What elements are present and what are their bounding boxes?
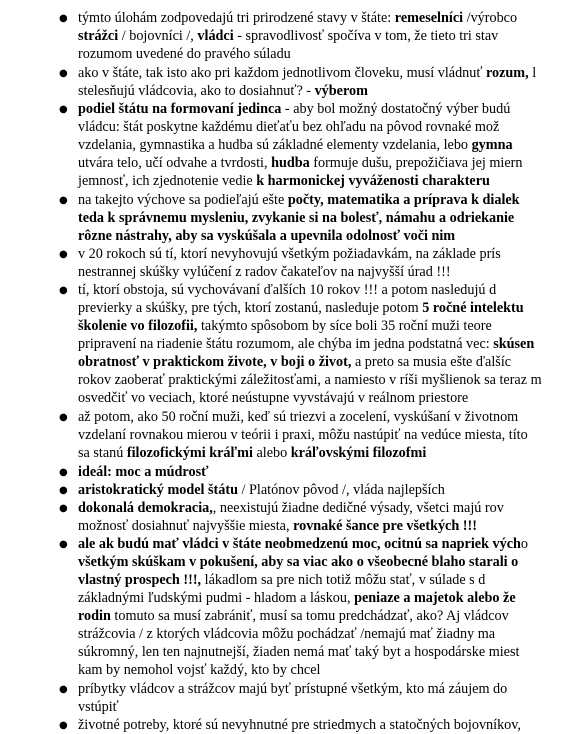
- list-item-text: [78, 626, 495, 643]
- list-item-text: [78, 482, 445, 499]
- text-run: a preto sa musia ešte ďalšíc: [351, 354, 512, 370]
- text-line: [0, 644, 574, 661]
- text-line: [0, 318, 574, 335]
- list-item-text: [78, 137, 513, 154]
- text-line: [0, 372, 574, 389]
- list-item-text: [78, 717, 521, 734]
- text-line: [0, 83, 574, 100]
- text-line: [0, 137, 574, 154]
- text-line: [0, 46, 574, 63]
- list-item-text: [78, 699, 119, 716]
- bullet-icon: ●: [59, 539, 68, 550]
- text-run: až potom, ako 50 roční muži, keď sú triezvi a zocelení, vyskúšaní v životnom: [78, 409, 519, 425]
- bold-text: remeselníci: [394, 10, 464, 26]
- text-run: pripravení na riadenie štátu rozumom, ale chýba im jedna podstatná vec:: [78, 336, 494, 352]
- bold-text: kráľovskými filozofmi: [290, 445, 427, 461]
- bold-text: hudba: [271, 155, 310, 171]
- text-run: na takejto výchove sa podieľajú ešte: [78, 192, 288, 208]
- text-run: strážcovia / z ktorých vládcovia môžu pochádzať /nemajú mať žiadny ma: [78, 626, 496, 642]
- text-line: [0, 246, 574, 263]
- bold-text: filozofickými kráľmi: [126, 445, 253, 461]
- bullet-icon: ●: [59, 249, 68, 260]
- bullet-icon: ●: [59, 503, 68, 514]
- list-item-text: [78, 518, 477, 535]
- bullet-icon: ●: [59, 467, 68, 478]
- text-line: [0, 554, 574, 571]
- text-line: [0, 717, 574, 734]
- text-run: - aby bol možný dostatočný výber budú: [281, 101, 511, 117]
- bold-text: k harmonickej vyváženosti charakteru: [256, 173, 490, 189]
- bold-text: dokonalá demokracia,: [78, 500, 213, 516]
- bullet-icon: ●: [59, 412, 68, 423]
- bold-text: všetkým skúškam v pokušení, aby sa viac ako o všeobecné blaho starali o: [78, 554, 519, 570]
- list-item-text: [78, 354, 511, 371]
- text-run: kam by nemohol vojsť každý, kto by chcel: [78, 662, 321, 678]
- list-item-text: [78, 427, 528, 444]
- text-line: [0, 336, 574, 353]
- text-run: alebo: [252, 445, 291, 461]
- bold-text: obratnosť v praktickom živote, v boji o život,: [78, 354, 352, 370]
- bold-text: ale ak budú mať vládci v štáte neobmedzenú moc, ocitnú sa napriek vých: [78, 536, 521, 552]
- text-line: [0, 500, 574, 517]
- bold-text: skúsen: [493, 336, 535, 352]
- text-line: [0, 681, 574, 698]
- list-item-text: [78, 536, 528, 553]
- list-item-text: [78, 554, 518, 571]
- bold-text: výberom: [314, 83, 368, 99]
- bold-text: rodin: [78, 608, 111, 624]
- list-item-text: [78, 246, 501, 263]
- text-run: životné potreby, ktoré sú nevyhnutné pre striedmych a statočných bojovníkov,: [78, 717, 521, 733]
- list-item-text: [78, 300, 524, 317]
- bold-text: gymna: [471, 137, 513, 153]
- text-run: / bojovníci /,: [118, 28, 198, 44]
- list-item-text: [78, 83, 368, 100]
- text-run: základnými ľudskými pudmi - hladom a láskou,: [78, 590, 355, 606]
- list-item-text: [78, 65, 536, 82]
- text-run: l: [528, 65, 537, 81]
- text-line: [0, 300, 574, 317]
- list-item-text: [78, 662, 320, 679]
- text-line: [0, 608, 574, 625]
- text-line: [0, 10, 574, 27]
- text-line: [0, 409, 574, 426]
- text-run: stelesňujú vládcovia, ako to dosiahnuť? -: [78, 83, 315, 99]
- text-line: [0, 28, 574, 45]
- list-item-text: [78, 644, 519, 661]
- list-item-text: [78, 155, 522, 172]
- text-run: rozumom uvedené do pravého súladu: [78, 46, 291, 62]
- text-run: vládcu: štát poskytne každému dieťaťu bez ohľadu na pôvod rovnaké mož: [78, 119, 500, 135]
- text-line: [0, 101, 574, 118]
- list-item-text: [78, 445, 426, 462]
- list-item-text: [78, 608, 509, 625]
- bold-text: ideál: moc a múdrosť: [78, 464, 209, 480]
- text-line: [0, 699, 574, 716]
- list-item-text: [78, 192, 520, 209]
- text-run: možnosť dosiahnuť najvyššie miesta,: [78, 518, 294, 534]
- text-run: ako v štáte, tak isto ako pri každom jednotlivom človeku, musí vládnuť: [78, 65, 486, 81]
- list-item-text: [78, 681, 507, 698]
- bullet-icon: ●: [59, 285, 68, 296]
- bold-text: strážci: [78, 28, 119, 44]
- text-line: [0, 354, 574, 371]
- text-line: [0, 173, 574, 190]
- text-line: [0, 536, 574, 553]
- text-run: vzdelania, gymnastika a hudba sú základné elementy vzdelania, lebo: [78, 137, 472, 153]
- bullet-icon: ●: [59, 13, 68, 24]
- text-run: o: [520, 536, 528, 552]
- list-item-text: [78, 409, 518, 426]
- bold-text: vlastný prospech !!!,: [78, 572, 202, 588]
- bold-text: počty, matematika a príprava k dialek: [287, 192, 520, 208]
- text-run: tí, ktorí obstoja, sú vychovávaní ďalších 10 rokov !!! a potom nasledujú d: [78, 282, 497, 298]
- bold-text: školenie vo filozofii,: [78, 318, 198, 334]
- list-item-text: [78, 101, 510, 118]
- list-item-text: [78, 282, 496, 299]
- list-item-text: [78, 119, 499, 136]
- bullet-icon: ●: [59, 68, 68, 79]
- text-run: jemnosť, ich zjednotenie vedie: [78, 173, 257, 189]
- text-run: rokov zaoberať praktickými záležitosťami, a namiesto v ríši myšlienok sa teraz m: [78, 372, 542, 388]
- list-item-text: [78, 173, 490, 190]
- text-run: nestrannej skúšky vylúčení z radov čakateľov na najvyšší úrad !!!: [78, 264, 451, 280]
- text-run: previerky a skúšky, pre tých, ktorí zostanú, nasleduje potom: [78, 300, 423, 316]
- text-line: [0, 282, 574, 299]
- bullet-icon: ●: [59, 104, 68, 115]
- text-line: [0, 518, 574, 535]
- text-run: týmto úlohám zodpovedajú tri prirodzené stavy v štáte:: [78, 10, 395, 26]
- list-item-text: [78, 318, 492, 335]
- bullet-icon: ●: [59, 195, 68, 206]
- text-run: vstúpiť: [78, 699, 119, 715]
- list-item-text: [78, 500, 504, 517]
- list-item-text: [78, 390, 468, 407]
- bullet-icon: ●: [59, 720, 68, 731]
- text-run: tomuto sa musí zabrániť, musí sa tomu predchádzať, ako? Aj vládcov: [110, 608, 509, 624]
- text-line: [0, 264, 574, 281]
- text-run: súkromný, len ten najnutnejší, žiaden nemá mať taký byt a hospodárske miest: [78, 644, 520, 660]
- text-line: [0, 445, 574, 462]
- text-line: [0, 464, 574, 481]
- text-run: - spravodlivosť spočíva v tom, že tieto tri stav: [233, 28, 499, 44]
- bold-text: teda k správnemu mysleniu, zvykanie si na bolesť, námahu a odriekanie: [78, 210, 515, 226]
- text-line: [0, 572, 574, 589]
- text-run: utvára telo, učí odvahe a tvrdosti,: [78, 155, 272, 171]
- text-run: vzdelaní rovnakou mierou v teórii i praxi, môžu nastúpiť na vedúce miesta, títo: [78, 427, 528, 443]
- text-run: v 20 rokoch sú tí, ktorí nevyhovujú všetkým požiadavkám, na základe prís: [78, 246, 501, 262]
- text-line: [0, 119, 574, 136]
- text-line: [0, 626, 574, 643]
- bold-text: podiel štátu na formovaní jedinca: [78, 101, 282, 117]
- bullet-icon: ●: [59, 485, 68, 496]
- list-item-text: [78, 464, 208, 481]
- text-line: [0, 390, 574, 407]
- list-item-text: [78, 264, 451, 281]
- text-run: osvedčiť vo veciach, ktoré neústupne vyvstávajú v reálnom priestore: [78, 390, 469, 406]
- list-item-text: [78, 372, 542, 389]
- text-line: [0, 590, 574, 607]
- bold-text: aristokratický model štátu: [78, 482, 238, 498]
- text-line: [0, 65, 574, 82]
- bullet-icon: ●: [59, 684, 68, 695]
- list-item-text: [78, 46, 291, 63]
- list-item-text: [78, 210, 514, 227]
- bold-text: 5 ročné intelektu: [422, 300, 524, 316]
- bold-text: peniaze a majetok alebo že: [354, 590, 516, 606]
- list-item-text: [78, 572, 485, 589]
- text-line: [0, 427, 574, 444]
- text-line: [0, 662, 574, 679]
- bold-text: vládci: [197, 28, 234, 44]
- list-item-text: [78, 336, 534, 353]
- text-line: [0, 192, 574, 209]
- text-run: príbytky vládcov a strážcov majú byť prístupné všetkým, kto má záujem do: [78, 681, 508, 697]
- bold-text: rovnaké šance pre všetkých !!!: [293, 518, 477, 534]
- bold-text: rozum,: [485, 65, 529, 81]
- list-item-text: [78, 10, 517, 27]
- text-line: [0, 482, 574, 499]
- text-line: [0, 155, 574, 172]
- text-run: /výrobco: [463, 10, 518, 26]
- text-run: takýmto spôsobom by síce boli 35 roční muži teore: [197, 318, 492, 334]
- bold-text: rôzne nástrahy, aby sa vyskúšala a upevnila odolnosť voči nim: [78, 228, 456, 244]
- text-run: , neexistujú žiadne dedičné výsady, všetci majú rov: [212, 500, 504, 516]
- text-run: / Platónov pôvod /, vláda najlepších: [238, 482, 445, 498]
- list-item-text: [78, 590, 516, 607]
- list-item-text: [78, 228, 455, 245]
- text-run: lákadlom sa pre nich totiž môžu stať, v súlade s d: [201, 572, 486, 588]
- text-run: formuje dušu, prepožičiava jej miern: [309, 155, 523, 171]
- text-run: sa stanú: [78, 445, 127, 461]
- text-line: [0, 210, 574, 227]
- text-line: [0, 228, 574, 245]
- list-item-text: [78, 28, 498, 45]
